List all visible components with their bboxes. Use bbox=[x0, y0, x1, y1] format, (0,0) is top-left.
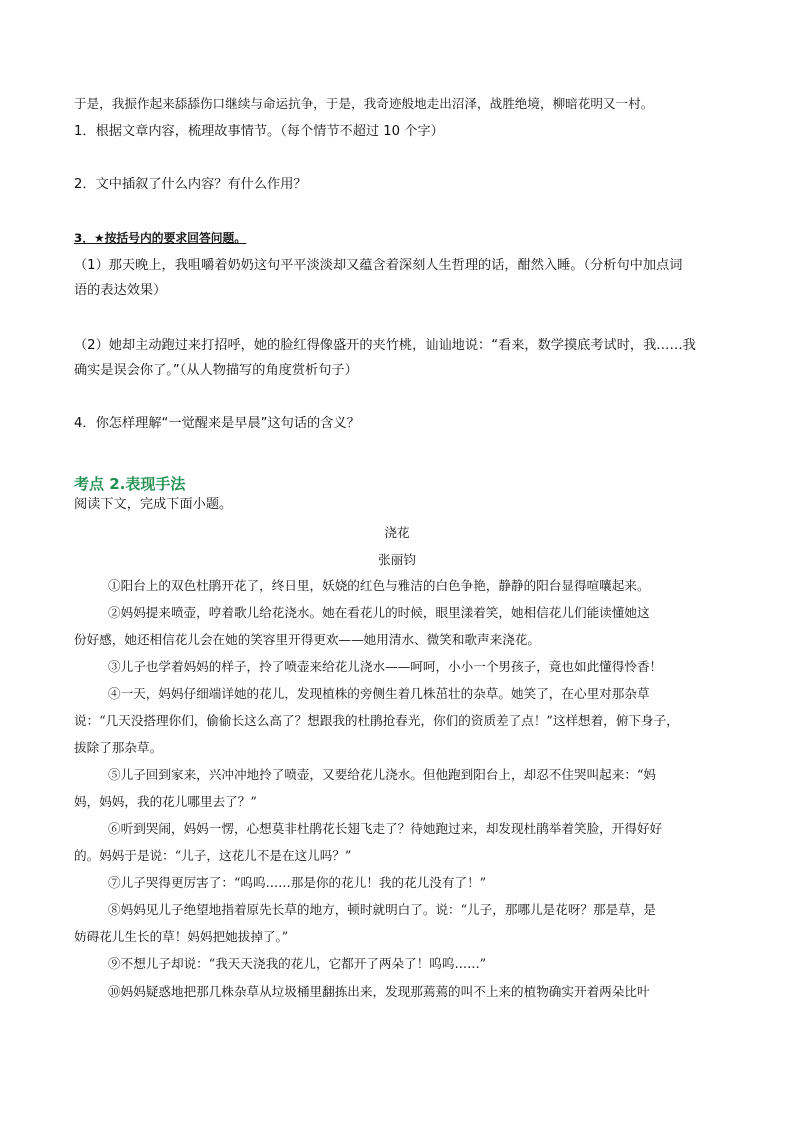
question-3-2-line2: 确实是误会你了。”（从人物描写的角度赏析句子） bbox=[74, 363, 358, 378]
article-paragraph: ⑩妈妈疑惑地把那几株杂草从垃圾桶里翻拣出来，发现那蔫蔫的叫不上来的植物确实开着两朵比叶 bbox=[108, 984, 650, 999]
question-4: 4．你怎样理解“一觉醒来是早晨”这句话的含义？ bbox=[74, 416, 360, 431]
article-paragraph: 妈，妈妈，我的花儿哪里去了？” bbox=[74, 794, 257, 809]
question-3-2-line1: （2）她却主动跑过来打招呼，她的脸红得像盛开的夹竹桃，讪讪地说：“看来，数学摸底考试时，我……我 bbox=[74, 338, 696, 353]
article-paragraph: ④一天，妈妈仔细端详她的花儿，发现植株的旁侧生着几株茁壮的杂草。她笑了，在心里对那杂草 bbox=[108, 686, 650, 701]
article-paragraph: ⑧妈妈见儿子绝望地指着原先长草的地方，顿时就明白了。说：“儿子，那哪儿是花呀？那是草，是 bbox=[108, 902, 656, 917]
article-paragraph: ③儿子也学着妈妈的样子，拎了喷壶来给花儿浇水——呵呵，小小一个男孩子，竟也如此懂得怜香！ bbox=[108, 659, 663, 674]
article-paragraph: 妨碍花儿生长的草！妈妈把她拔掉了。” bbox=[74, 929, 289, 944]
article-paragraph: ⑥听到哭闹，妈妈一愣，心想莫非杜鹃花长翅飞走了？待她跑过来，却发现杜鹃举着笑脸，开得好好 bbox=[108, 821, 663, 836]
article-paragraph: 份好感，她还相信花儿会在她的笑容里开得更欢——她用清水、微笑和歌声来浇花。 bbox=[74, 632, 540, 647]
question-3-title: 3．★按括号内的要求回答问题。 bbox=[74, 231, 247, 245]
section-heading: 考点 2.表现手法 bbox=[74, 475, 186, 493]
article-paragraph: ⑦儿子哭得更厉害了：“呜呜……那是你的花儿！我的花儿没有了！” bbox=[108, 875, 487, 890]
intro-line: 于是，我振作起来舔舔伤口继续与命运抗争，于是，我奇迹般地走出沼泽，战胜绝境，柳暗花明又一村。 bbox=[74, 96, 654, 111]
article-title: 浇花 bbox=[384, 525, 410, 540]
section-instruction: 阅读下文，完成下面小题。 bbox=[74, 497, 233, 512]
question-2: 2．文中插叙了什么内容？有什么作用？ bbox=[74, 177, 307, 192]
article-paragraph: ①阳台上的双色杜鹃开花了，终日里，妖娆的红色与雅洁的白色争艳，静静的阳台显得喧嚷起来。 bbox=[108, 578, 650, 593]
article-author: 张丽钧 bbox=[378, 552, 416, 567]
question-3-1-line2: 语的表达效果） bbox=[74, 283, 167, 298]
question-3-1-line1: （1）那天晚上，我咀嚼着奶奶这句平平淡淡却又蕴含着深刻人生哲理的话，酣然入睡。（分析句中加点词 bbox=[74, 258, 683, 273]
article-paragraph: ⑤儿子回到家来，兴冲冲地拎了喷壶，又要给花儿浇水。但他跑到阳台上，却忍不住哭叫起来：“妈 bbox=[108, 767, 656, 782]
article-paragraph: ②妈妈提来喷壶，哼着歌儿给花浇水。她在看花儿的时候，眼里漾着笑，她相信花儿们能读懂她这 bbox=[108, 605, 650, 620]
article-paragraph: ⑨不想儿子却说：“我天天浇我的花儿，它都开了两朵了！呜呜……” bbox=[108, 956, 487, 971]
article-paragraph: 说：“几天没搭理你们，偷偷长这么高了？想跟我的杜鹃抢春光，你们的资质差了点！”这样想着，俯下身子， bbox=[74, 713, 679, 728]
article-paragraph: 拔除了那杂草。 bbox=[74, 740, 163, 755]
question-1: 1．根据文章内容，梳理故事情节。（每个情节不超过 10 个字） bbox=[74, 124, 444, 139]
article-paragraph: 的。妈妈于是说：“儿子，这花儿不是在这儿吗？” bbox=[74, 848, 352, 863]
